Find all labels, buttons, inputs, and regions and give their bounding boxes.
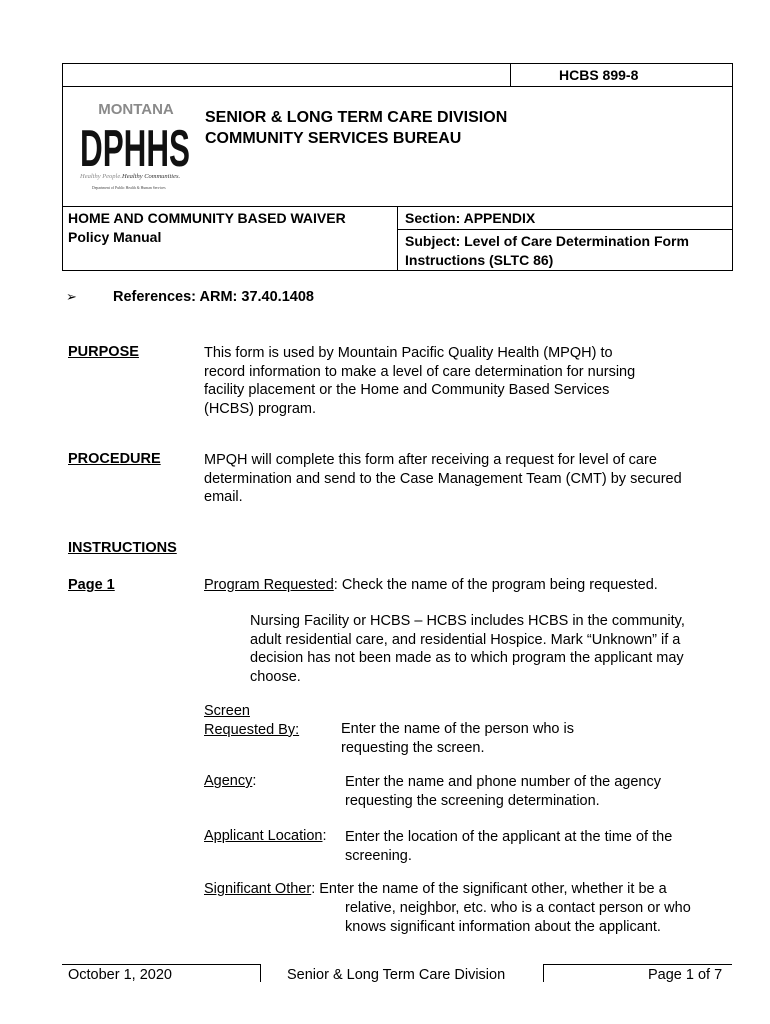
logo-tagline-b: Healthy Communities.: [122, 173, 181, 180]
procedure-text: MPQH will complete this form after receiving a request for level of care determination and send to the Case Management Team (CMT) by secured email.: [204, 452, 682, 505]
division-title-line-2: COMMUNITY SERVICES BUREAU: [205, 130, 462, 147]
footer-tick-right: [543, 964, 544, 982]
manual-title-line-2: Policy Manual: [68, 229, 162, 245]
division-title: [205, 107, 507, 149]
logo-state: MONTANA: [98, 101, 174, 118]
footer-rule-right: [543, 964, 732, 965]
purpose-text: This form is used by Mountain Pacific Quality Health (MPQH) to record information to make a level of care determination for nursing facility placement or the Home and Community Based Services (HCBS) program.: [204, 345, 636, 417]
dphhs-logo: [78, 100, 192, 194]
page-1-label: Page 1: [68, 577, 115, 593]
instructions-label: INSTRUCTIONS: [68, 540, 177, 556]
applicant-location-term: Applicant Location:: [204, 828, 327, 844]
agency-text: Enter the name and phone number of the agency requesting the screening determination.: [345, 774, 661, 809]
references-text: References: ARM: 37.40.1408: [113, 289, 314, 305]
nursing-facility-text: Nursing Facility or HCBS – HCBS includes HCBS in the community, adult residential care, and residential Hospice. Mark “Unknown” if a decision has not been made as to which program the applicant may choose.: [250, 613, 685, 685]
program-requested-term: Program Requested: [204, 577, 334, 593]
division-title-line-1: SENIOR & LONG TERM CARE DIVISION: [205, 109, 508, 126]
significant-other-text: relative, neighbor, etc. who is a contact person or who knows significant information about the applicant.: [345, 900, 691, 935]
logo-name: DPHHS: [80, 120, 190, 178]
purpose-label: PURPOSE: [68, 344, 139, 360]
header-info-divider: [397, 207, 398, 270]
procedure-label: PROCEDURE: [68, 451, 161, 467]
footer-date: October 1, 2020: [68, 967, 172, 983]
header-divider: [510, 64, 511, 86]
header-info-hline: [397, 229, 732, 230]
footer-division: Senior & Long Term Care Division: [287, 967, 506, 983]
form-code: HCBS 899-8: [559, 67, 639, 83]
subject-label: [405, 232, 689, 270]
screen-requested-term: Screen Requested By:: [204, 703, 300, 738]
applicant-location-text: Enter the location of the applicant at the time of the screening.: [345, 829, 673, 864]
header-code-row: [62, 63, 733, 87]
program-requested: [204, 577, 658, 593]
subject-line-1: Subject: Level of Care Determination Form: [405, 233, 689, 249]
subject-line-2: Instructions (SLTC 86): [405, 252, 554, 268]
agency-term: Agency:: [204, 773, 257, 789]
significant-other-term: Significant Other: Enter the name of the significant other, whether it be a: [204, 881, 667, 897]
section-label: Section: APPENDIX: [405, 210, 536, 226]
screen-requested-text: Enter the name of the person who is requesting the screen.: [341, 721, 574, 756]
logo-dept: Department of Public Health & Human Services: [92, 186, 166, 190]
footer-rule-left: [62, 964, 261, 965]
footer-tick-left: [260, 964, 261, 982]
references-bullet-icon: ➢: [66, 289, 77, 304]
footer-page-number: Page 1 of 7: [648, 967, 723, 983]
logo-tagline-a: Healthy People.: [80, 173, 122, 180]
manual-title: [68, 209, 346, 247]
program-requested-text: : Check the name of the program being requested.: [333, 577, 658, 593]
manual-title-line-1: HOME AND COMMUNITY BASED WAIVER: [68, 210, 346, 226]
